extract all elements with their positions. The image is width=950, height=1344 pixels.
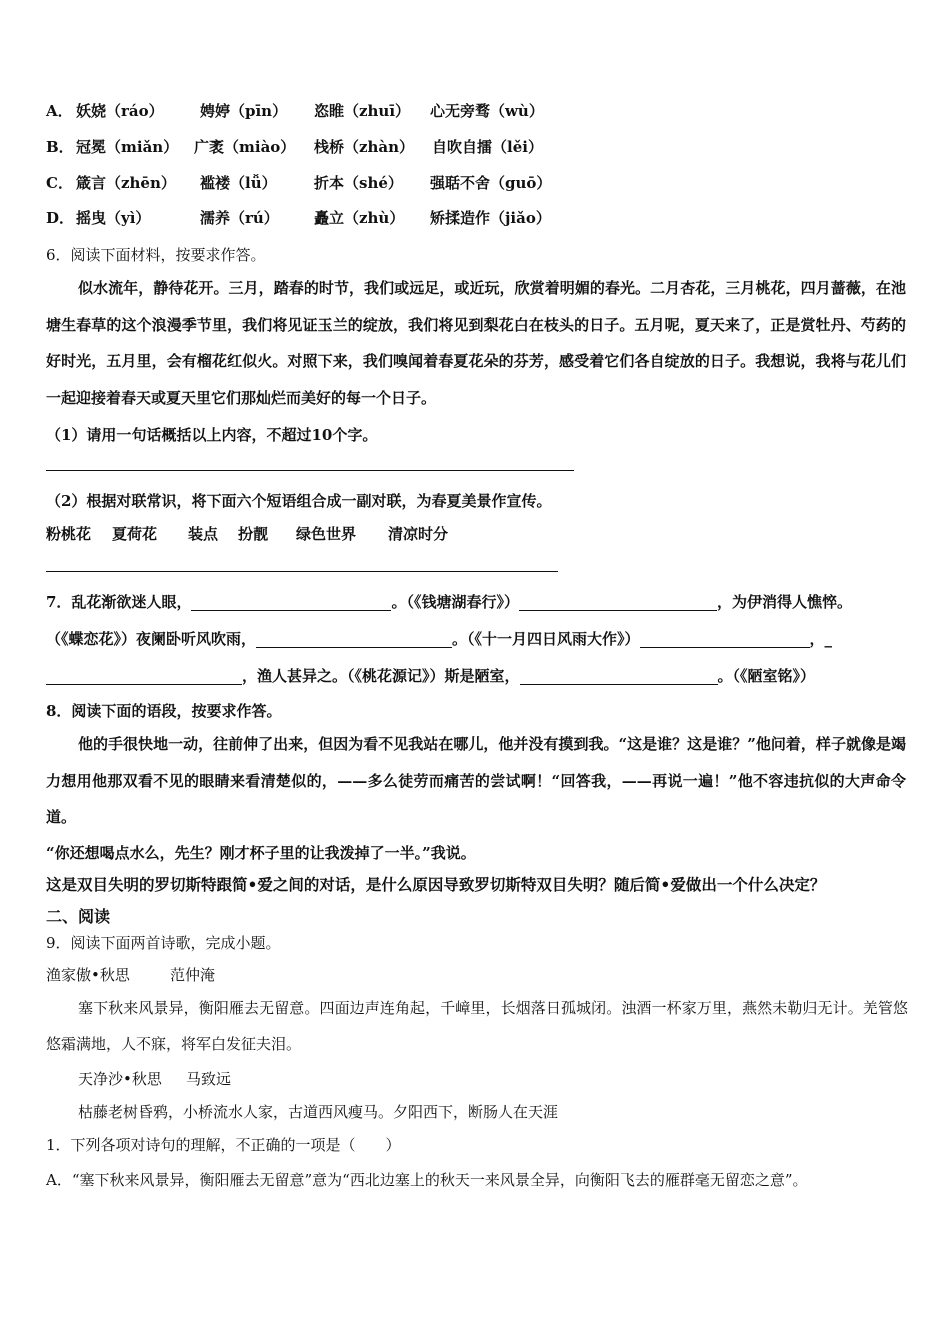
q7-blank[interactable] (191, 594, 391, 611)
poem2-title: 天净沙•秋思 (78, 1070, 162, 1088)
option-item: 濡养（rú） (200, 209, 279, 227)
option-item: 自吹自擂（lěi） (432, 138, 543, 156)
poem2-text: 枯藤老树昏鸦，小桥流水人家，古道西风瘦马。夕阳西下，断肠人在天涯 (78, 1103, 559, 1121)
poem1-title: 渔家傲•秋思 (46, 966, 130, 984)
option-item: 箴言（zhēn） (76, 174, 176, 192)
q8-question: 这是双目失明的罗切斯特跟简•爱之间的对话，是什么原因导致罗切斯特双目失明？随后简•爱做出一个什么决定？ (46, 875, 826, 894)
poem1-text: 塞下秋来风景异，衡阳雁去无留意。四面边声连角起，千嶂里，长烟落日孤城闭。浊酒一杯家万里，燕然未勒归无计。羌管悠悠霜满地，人不寐，将军白发征夫泪。 (46, 999, 908, 1053)
poem2-heading (78, 1068, 231, 1090)
q5-option-d (46, 207, 551, 229)
section-heading: 二、阅读 (46, 907, 111, 926)
q7-blank[interactable] (520, 668, 718, 685)
q7-text: ，_ (809, 630, 833, 648)
q6-passage: 似水流年，静待花开。三月，踏春的时节，我们或远足，或近玩，欣赏着明媚的春光。二月杏花，三月桃花，四月蔷薇，在池塘生春草的这个浪漫季节里，我们将见证玉兰的绽放，我们将见到梨花白在枝头的日子。五月呢，夏天来了，正是赏牡丹、芍药的好时光，五月里，会有榴花红似火。对照下来，我们嗅闻着春夏花朵的芬芳，感受着它们各自绽放的日子。我想说，我将与花儿们一起迎接着春天或夏天里它们那灿烂而美好的每一个日子。 (46, 279, 906, 407)
option-item: 恣睢（zhuī） (314, 102, 411, 120)
option-item: 栈桥（zhàn） (314, 138, 415, 156)
q7-text: 。（《十一月四日风雨大作》） (452, 630, 640, 648)
option-item: 广袤（miào） (194, 138, 296, 156)
option-label: D． (46, 209, 75, 227)
q7-line-1 (46, 591, 852, 613)
q6-phrases (46, 523, 448, 545)
phrase: 夏荷花 (112, 525, 158, 543)
q7-text: （《蝶恋花》）夜阑卧听风吹雨， (46, 630, 257, 648)
option-item: 褴褛（lǚ） (200, 174, 277, 192)
q5-option-b (46, 136, 543, 158)
option-item: 矫揉造作（jiǎo） (430, 209, 551, 227)
q7-line-3 (46, 665, 815, 687)
option-label: B． (46, 138, 74, 156)
option-label: A． (46, 102, 73, 120)
option-item: 折本（shé） (314, 174, 403, 192)
q6-sub1: （1）请用一句话概括以上内容，不超过10个字。 (46, 426, 378, 444)
q7-text: ，为伊消得人憔悴。 (716, 593, 852, 611)
phrase: 装点 (188, 525, 219, 543)
option-item: 心无旁骛（wù） (430, 102, 544, 120)
q5-option-a (46, 100, 544, 122)
phrase: 清凉时分 (388, 525, 449, 543)
option-label: C． (46, 174, 73, 192)
option-item: 摇曳（yì） (76, 209, 151, 227)
q7-blank[interactable] (256, 631, 452, 648)
q7-text: 。（《陋室铭》） (717, 667, 816, 685)
option-item: 娉婷（pīn） (200, 102, 288, 120)
poem2-author: 马致远 (186, 1070, 232, 1088)
option-item: 冠冕（miǎn） (76, 138, 179, 156)
option-item: 妖娆（ráo） (76, 102, 164, 120)
q7-text: 7．乱花渐欲迷人眼， (46, 593, 192, 611)
q9-option-a: A．“塞下秋来风景异，衡阳雁去无留意”意为“西北边塞上的秋天一来风景全异，向衡阳飞去的雁群毫无留恋之意”。 (46, 1171, 808, 1189)
q8-quote: “你还想喝点水么，先生？刚才杯子里的让我泼掉了一半。”我说。 (46, 844, 476, 862)
q6-sub2: （2）根据对联常识，将下面六个短语组合成一副对联，为春夏美景作宣传。 (46, 492, 552, 510)
q8-title: 8．阅读下面的语段，按要求作答。 (46, 702, 282, 720)
phrase: 粉桃花 (46, 525, 92, 543)
q9-sub1: 1．下列各项对诗句的理解，不正确的一项是（ ） (46, 1136, 401, 1154)
poem1-author: 范仲淹 (170, 966, 216, 984)
phrase: 绿色世界 (296, 525, 357, 543)
q7-text: ，渔人甚异之。（《桃花源记》）斯是陋室， (242, 667, 520, 685)
q7-line-2 (46, 628, 832, 650)
q9-title: 9．阅读下面两首诗歌，完成小题。 (46, 934, 281, 952)
q7-blank[interactable] (519, 594, 717, 611)
poem1-heading (46, 964, 215, 986)
q7-blank[interactable] (46, 668, 242, 685)
option-item: 矗立（zhù） (314, 209, 405, 227)
q7-blank[interactable] (640, 631, 810, 648)
q6-title: 6．阅读下面材料，按要求作答。 (46, 246, 266, 264)
q7-text: 。（《钱塘湖春行》） (391, 593, 519, 611)
q5-option-c (46, 172, 551, 194)
q6-answer-line-2[interactable] (46, 571, 558, 572)
phrase: 扮靓 (238, 525, 269, 543)
option-item: 强聒不舍（guō） (430, 174, 552, 192)
q6-answer-line-1[interactable] (46, 470, 574, 471)
q8-passage: 他的手很快地一动，往前伸了出来，但因为看不见我站在哪儿，他并没有摸到我。“这是谁？这是谁？”他问着，样子就像是竭力想用他那双看不见的眼睛来看清楚似的，——多么徒劳而痛苦的尝试啊！“回答我，——再说一遍！”他不容违抗似的大声命令道。 (46, 735, 906, 826)
